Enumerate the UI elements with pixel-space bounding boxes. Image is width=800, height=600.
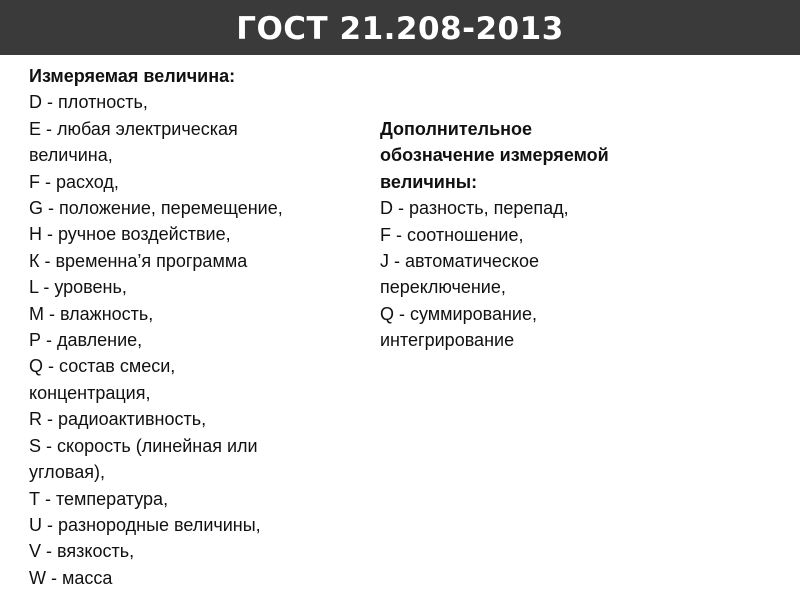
list-item: Q - суммирование,	[380, 303, 537, 324]
list-item: Т - температура,	[29, 488, 169, 509]
list-item: W - масса	[29, 567, 113, 588]
list-item: К - временна’я программа	[29, 250, 248, 271]
list-item: концентрация,	[29, 382, 151, 403]
list-item: переключение,	[380, 277, 506, 298]
list-item: интегрирование	[380, 330, 515, 351]
additional-designation-list	[380, 116, 720, 354]
additional-designation-heading: обозначение измеряемой	[380, 145, 609, 166]
list-item: угловая),	[29, 462, 105, 483]
list-item: D - плотность,	[29, 92, 148, 113]
list-item: G - положение, перемещение,	[29, 198, 283, 219]
list-item: R - радиоактивность,	[29, 409, 207, 430]
list-item: V - вязкость,	[29, 541, 135, 562]
slide-title: ГОСТ 21.208-2013	[236, 10, 564, 47]
list-item: М - влажность,	[29, 303, 154, 324]
list-item: U - разнородные величины,	[29, 514, 261, 535]
list-item: Е - любая электрическая	[29, 118, 238, 139]
list-item: S - скорость (линейная или	[29, 435, 258, 456]
list-item: Р - давление,	[29, 330, 143, 351]
list-item: Q - состав смеси,	[29, 356, 176, 377]
list-item: Н - ручное воздействие,	[29, 224, 231, 245]
measured-quantity-list	[29, 63, 374, 591]
list-item: L - уровень,	[29, 277, 127, 298]
list-item: величина,	[29, 145, 113, 166]
list-item: F - соотношение,	[380, 224, 524, 245]
additional-designation-heading: Дополнительное	[380, 119, 533, 139]
measured-quantity-heading: Измеряемая величина:	[29, 66, 236, 86]
list-item: F - расход,	[29, 171, 119, 192]
additional-designation-heading: величины:	[380, 171, 478, 192]
list-item: J - автоматическое	[380, 251, 540, 272]
list-item: D - разность, перепад,	[380, 198, 569, 219]
title-bar	[0, 0, 800, 55]
